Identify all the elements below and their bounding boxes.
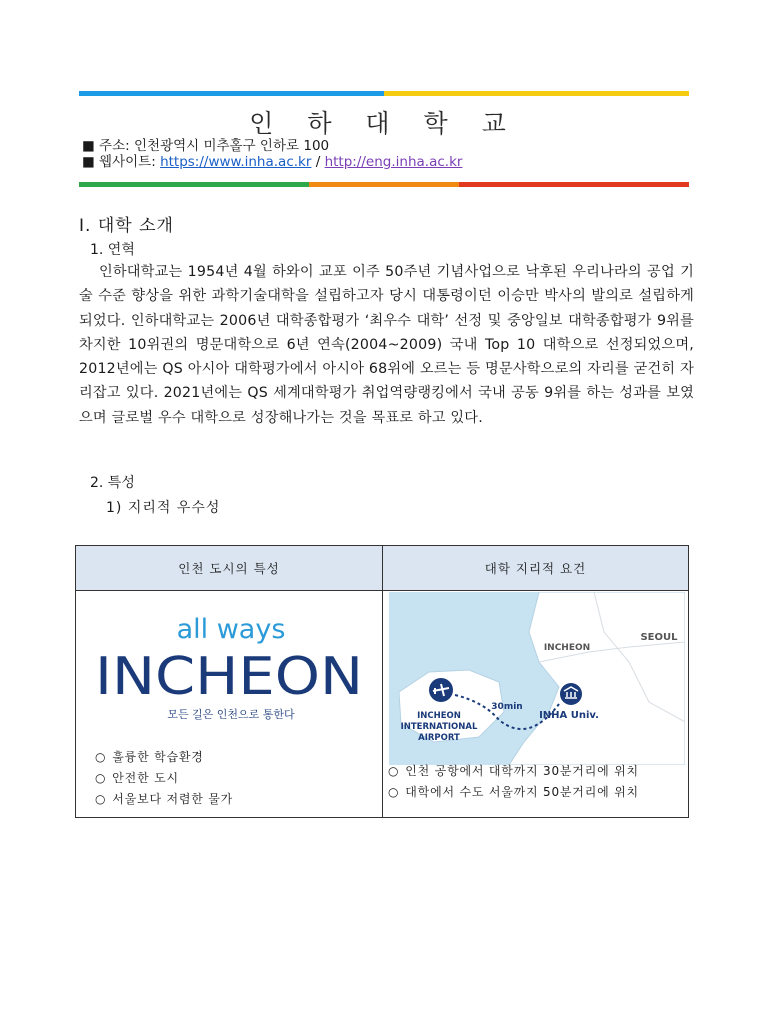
logo-line1: all ways <box>176 614 286 645</box>
address-line <box>82 138 329 154</box>
all-ways-incheon-logo <box>86 606 376 726</box>
subsection-geography-heading: 1) 지리적 우수성 <box>106 500 221 516</box>
list-item: ○ 안전한 도시 <box>95 771 179 785</box>
map-label-airport-3: AIRPORT <box>418 733 460 743</box>
list-item: ○ 대학에서 수도 서울까지 50분거리에 위치 <box>388 785 639 799</box>
website-separator: / <box>315 154 321 170</box>
list-item: ○ 훌륭한 학습환경 <box>95 750 204 764</box>
list-item: ○ 인천 공항에서 대학까지 30분거리에 위치 <box>388 764 639 778</box>
table-header-location: 대학 지리적 요건 <box>383 546 688 590</box>
address-text: 인천광역시 미추홀구 인하로 100 <box>133 138 330 154</box>
website-label: ■ 웹사이트: <box>82 154 156 170</box>
website-line <box>82 154 462 170</box>
website-link-en[interactable]: http://eng.inha.ac.kr <box>324 154 463 170</box>
location-features-list <box>388 761 639 803</box>
table-header-city: 인천 도시의 특성 <box>76 546 382 590</box>
subsection-history-heading: 1. 연혁 <box>90 242 135 258</box>
map-label-incheon: INCHEON <box>543 643 591 653</box>
list-item: ○ 서울보다 저렴한 물가 <box>95 792 234 806</box>
map-label-university: INHA Univ. <box>539 710 599 721</box>
logo-line2: INCHEON <box>95 647 363 707</box>
map-label-airport-1: INCHEON <box>417 711 461 721</box>
bottom-color-bar <box>79 182 689 187</box>
map-label-airport-2: INTERNATIONAL <box>400 722 478 732</box>
history-paragraph: 인하대학교는 1954년 4월 하와이 교포 이주 50주년 기념사업으로 낙후된 우리나라의 공업 기술 수준 향상을 위한 과학기술대학을 설립하고자 당시 대통령이던 이승만 박사의 발의로 설립하게 되었다. 인하대학교는 2006년 대학종합평가 ‘최우수 대학’ 선정 및 중앙일보 대학종합평가 9위를 차지한 10위권의 명문대학으로 6년 연속(2004~2009) 국내 Top 10 대학으로 선정되었으며, 2012년에는 QS 아시아 대학평가에서 아시아 68위에 오르는 등 명문사학으로의 자리를 굳건히 자리잡고 있다. 2021년에는 QS 세계대학평가 취업역량랭킹에서 국내 공동 9위를 하는 성과를 보였으며 글로벌 우수 대학으로 성장해나가는 것을 목표로 하고 있다. <box>79 264 694 426</box>
map-label-time: 30min <box>491 702 523 712</box>
incheon-location-map <box>389 592 685 765</box>
logo-tagline: 모든 길은 인천으로 통한다 <box>167 708 295 721</box>
top-color-bar <box>79 91 689 96</box>
subsection-features-heading: 2. 특성 <box>90 475 135 491</box>
document-title: 인 하 대 학 교 <box>249 109 519 138</box>
address-label: ■ 주소: <box>82 138 130 154</box>
map-label-seoul: SEOUL <box>640 632 678 643</box>
section-heading: Ⅰ. 대학 소개 <box>79 216 174 236</box>
geography-table <box>75 545 689 818</box>
city-features-list <box>95 747 233 810</box>
website-link-kr[interactable]: https://www.inha.ac.kr <box>160 154 312 170</box>
